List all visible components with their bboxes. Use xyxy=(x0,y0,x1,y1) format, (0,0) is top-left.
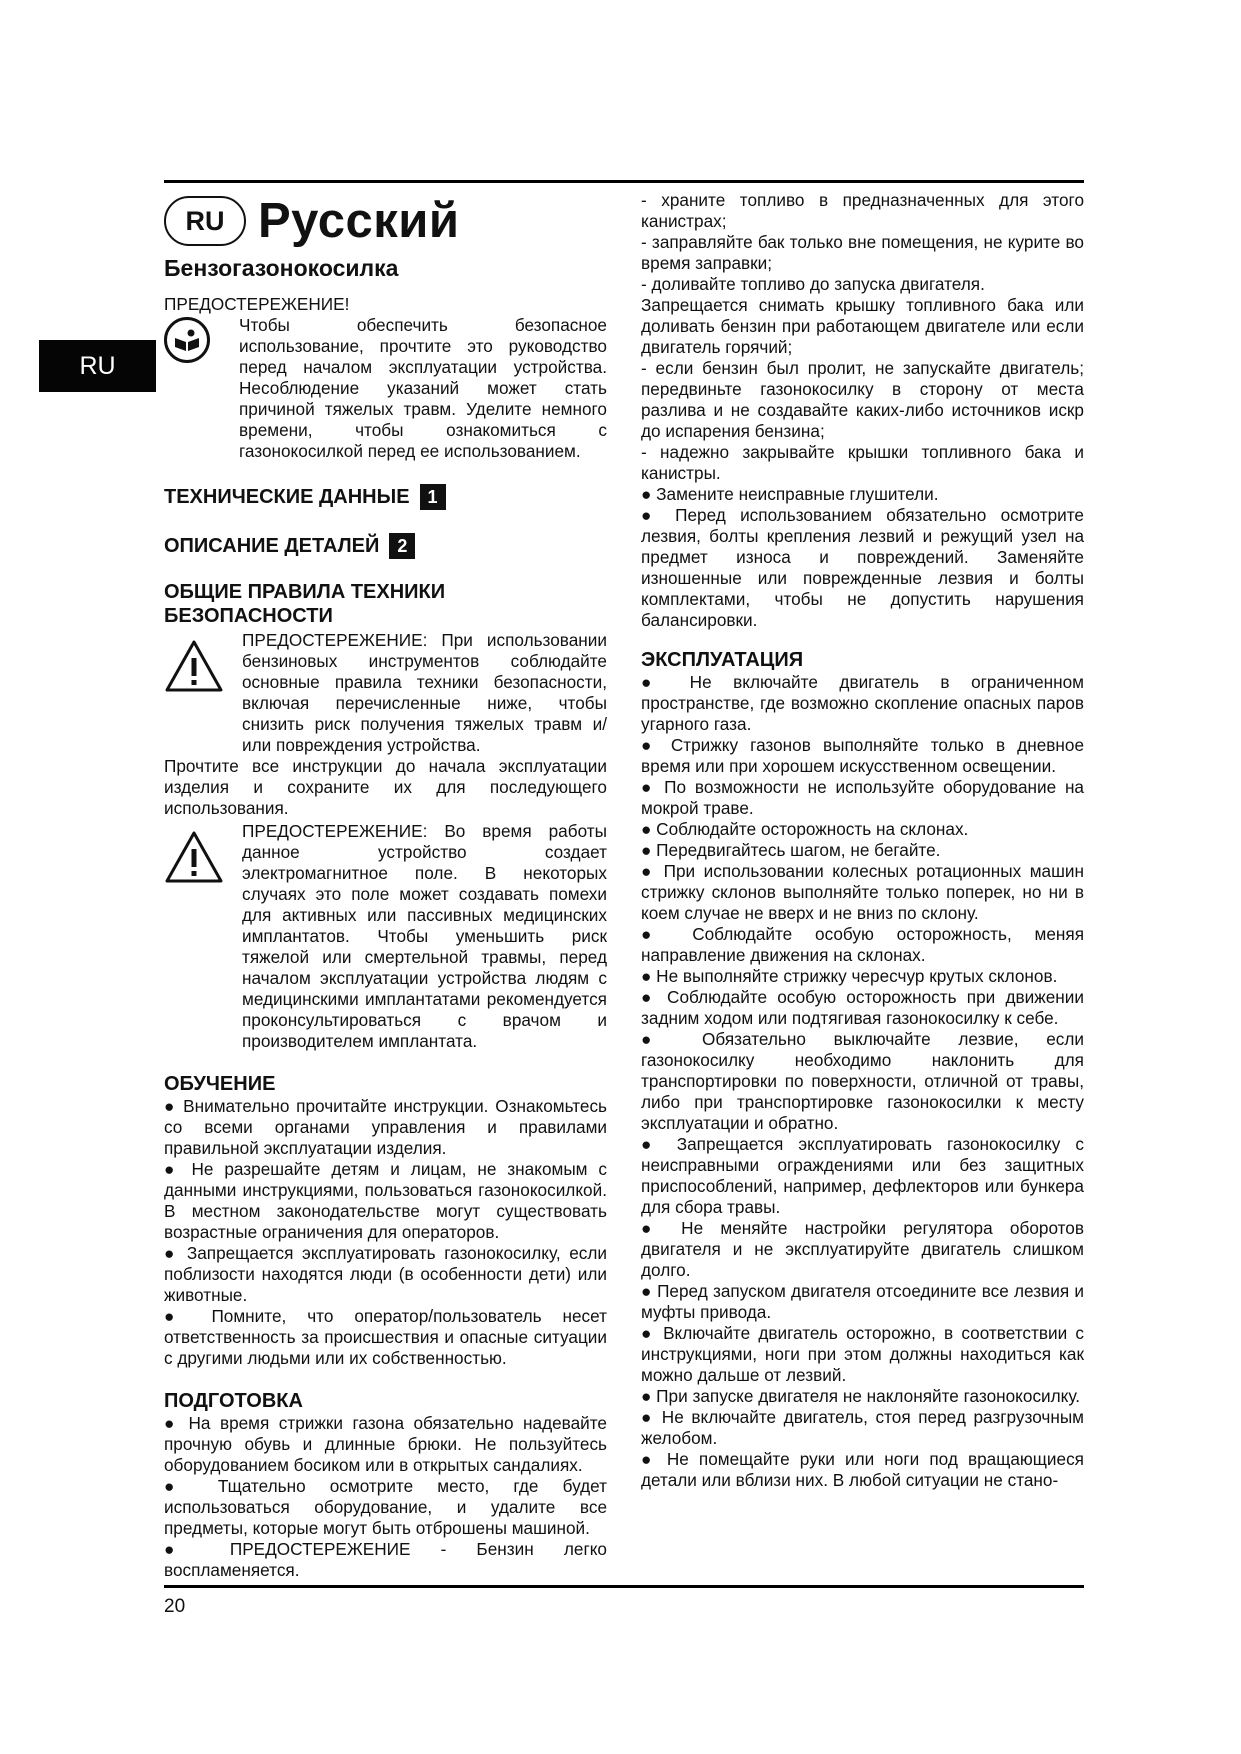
fuel-line: ● Замените неисправные глушители. xyxy=(641,484,939,504)
parts-heading xyxy=(164,532,607,560)
language-header xyxy=(164,190,460,252)
operation-item: ● Передвигайтесь шагом, не бегайте. xyxy=(641,840,941,860)
training-item: ● Внимательно прочитайте инструкции. Ознакомьтесь со всеми органами управления и правилами правильной эксплуатации изделия. xyxy=(164,1096,607,1158)
operation-item: ● Не включайте двигатель в ограниченном пространстве, где возможно скопление опасных паров угарного газа. xyxy=(641,672,1084,734)
fuel-line: ● Перед использованием обязательно осмотрите лезвия, болты крепления лезвий и режущий узел на предмет износа и повреждений. Заменяйте изношенные или поврежденные лезвия и болты комплектами, чтобы не допустить нарушения балансировки. xyxy=(641,505,1084,630)
intro-block xyxy=(164,315,607,462)
left-column xyxy=(164,254,607,1581)
document-title: Бензогазонокосилка xyxy=(164,255,399,281)
operation-item: ● Соблюдайте особую осторожность при движении задним ходом или подтягивая газонокосилку к себе. xyxy=(641,987,1084,1028)
parts-heading-text: ОПИСАНИЕ ДЕТАЛЕЙ xyxy=(164,535,380,557)
operation-item: ● Не меняйте настройки регулятора оборотов двигателя и не эксплуатируйте двигатель слишком долго. xyxy=(641,1218,1084,1280)
training-item: ● Запрещается эксплуатировать газонокосилку, если поблизости находятся люди (в особенности дети) или животные. xyxy=(164,1243,607,1305)
intro-text: Чтобы обеспечить безопасное использование, прочтите это руководство перед началом эксплуатации устройства. Несоблюдение указаний может стать причиной тяжелых травм. Уделите немного времени, чтобы ознакомиться с газонокосилкой перед ее использованием. xyxy=(239,315,607,461)
operation-item: ● Соблюдайте особую осторожность, меняя направление движения на склонах. xyxy=(641,924,1084,965)
language-code-badge: RU xyxy=(164,196,246,246)
figure-2-badge: 2 xyxy=(389,533,415,559)
bottom-rule xyxy=(164,1585,1084,1588)
training-heading: ОБУЧЕНИЕ xyxy=(164,1073,276,1095)
safety-warning-1-block xyxy=(164,630,607,756)
operation-item: ● Не выполняйте стрижку чересчур крутых склонов. xyxy=(641,966,1058,986)
tech-data-heading-text: ТЕХНИЧЕСКИЕ ДАННЫЕ xyxy=(164,486,410,508)
operation-item: ● Обязательно выключайте лезвие, если газонокосилку необходимо наклонить для транспортировки по поверхности, отличной от травы, либо при транспортировке газонокосилки к месту эксплуатации и обратно. xyxy=(641,1029,1084,1133)
tech-data-heading xyxy=(164,483,607,511)
preparation-item: ● ПРЕДОСТЕРЕЖЕНИЕ - Бензин легко воспламеняется. xyxy=(164,1539,607,1580)
operation-item: ● Стрижку газонов выполняйте только в дневное время или при хорошем искусственном освещении. xyxy=(641,735,1084,776)
fuel-line: - храните топливо в предназначенных для этого канистрах; xyxy=(641,190,1084,231)
safety-heading: ОБЩИЕ ПРАВИЛА ТЕХНИКИ БЕЗОПАСНОСТИ xyxy=(164,581,446,627)
right-column xyxy=(641,190,1084,1491)
safety-warning-1: ПРЕДОСТЕРЕЖЕНИЕ: При использовании бензиновых инструментов соблюдайте основные правила техники безопасности, включая перечисленные ниже, чтобы снизить риск получения тяжелых травм и/или повреждения устройства. xyxy=(242,630,607,755)
training-item: ● Не разрешайте детям и лицам, не знакомым с данными инструкциями, пользоваться газонокосилкой. В местном законодательстве могут существовать возрастные ограничения для операторов. xyxy=(164,1159,607,1242)
preparation-item: ● Тщательно осмотрите место, где будет использоваться оборудование, и удалите все предметы, которые могут быть отброшены машиной. xyxy=(164,1476,607,1538)
warning-label: ПРЕДОСТЕРЕЖЕНИЕ! xyxy=(164,294,350,314)
preparation-heading: ПОДГОТОВКА xyxy=(164,1390,303,1412)
safety-warning-2-block xyxy=(164,821,607,1052)
fuel-line: Запрещается снимать крышку топливного бака или доливать бензин при работающем двигателе или если двигатель горячий; xyxy=(641,295,1084,357)
safety-warning-2: ПРЕДОСТЕРЕЖЕНИЕ: Во время работы данное устройство создает электромагнитное поле. В некоторых случаях это поле может создавать помехи для активных или пассивных медицинских имплантатов. Чтобы уменьшить риск тяжелой или смертельной травмы, перед началом эксплуатации устройства людям с медицинскими имплантатами рекомендуется проконсультироваться с врачом и производителем имплантата. xyxy=(242,821,607,1051)
operation-item: ● При запуске двигателя не наклоняйте газонокосилку. xyxy=(641,1386,1081,1406)
read-manual-icon xyxy=(164,317,210,363)
training-item: ● Помните, что оператор/пользователь несет ответственность за происшествия и опасные ситуации с другими людьми или их собственностью. xyxy=(164,1306,607,1368)
top-rule xyxy=(164,180,1084,183)
fuel-line: - заправляйте бак только вне помещения, не курите во время заправки; xyxy=(641,232,1084,273)
operation-item: ● Запрещается эксплуатировать газонокосилку с неисправными ограждениями или без защитных приспособлений, например, дефлекторов или бункера для сбора травы. xyxy=(641,1134,1084,1217)
operation-heading: ЭКСПЛУАТАЦИЯ xyxy=(641,649,804,671)
operation-item: ● Не включайте двигатель, стоя перед разгрузочным желобом. xyxy=(641,1407,1084,1448)
language-side-tab: RU xyxy=(39,340,156,392)
fuel-line: - если бензин был пролит, не запускайте двигатель; передвиньте газонокосилку в сторону от места разлива и не создавайте каких-либо источников искр до испарения бензина; xyxy=(641,358,1084,441)
operation-item: ● Не помещайте руки или ноги под вращающиеся детали или вблизи них. В любой ситуации не стано- xyxy=(641,1449,1084,1490)
warning-triangle-icon xyxy=(164,829,224,885)
fuel-line: - доливайте топливо до запуска двигателя. xyxy=(641,274,985,294)
operation-item: ● При использовании колесных ротационных машин стрижку склонов выполняйте только поперек, но ни в коем случае не вверх и не вниз по склону. xyxy=(641,861,1084,923)
figure-1-badge: 1 xyxy=(420,484,446,510)
language-name: Русский xyxy=(258,194,460,248)
warning-triangle-icon xyxy=(164,638,224,694)
operation-item: ● По возможности не используйте оборудование на мокрой траве. xyxy=(641,777,1084,818)
fuel-line: - надежно закрывайте крышки топливного бака и канистры. xyxy=(641,442,1084,483)
safety-read-instructions: Прочтите все инструкции до начала эксплуатации изделия и сохраните их для последующего использования. xyxy=(164,756,607,818)
page-number: 20 xyxy=(164,1596,186,1617)
operation-item: ● Включайте двигатель осторожно, в соответствии с инструкциями, ноги при этом должны находиться как можно дальше от лезвий. xyxy=(641,1323,1084,1385)
operation-item: ● Перед запуском двигателя отсоедините все лезвия и муфты привода. xyxy=(641,1281,1084,1322)
preparation-item: ● На время стрижки газона обязательно надевайте прочную обувь и длинные брюки. Не пользуйтесь оборудованием босиком или в открытых сандалиях. xyxy=(164,1413,607,1475)
operation-item: ● Соблюдайте осторожность на склонах. xyxy=(641,819,969,839)
